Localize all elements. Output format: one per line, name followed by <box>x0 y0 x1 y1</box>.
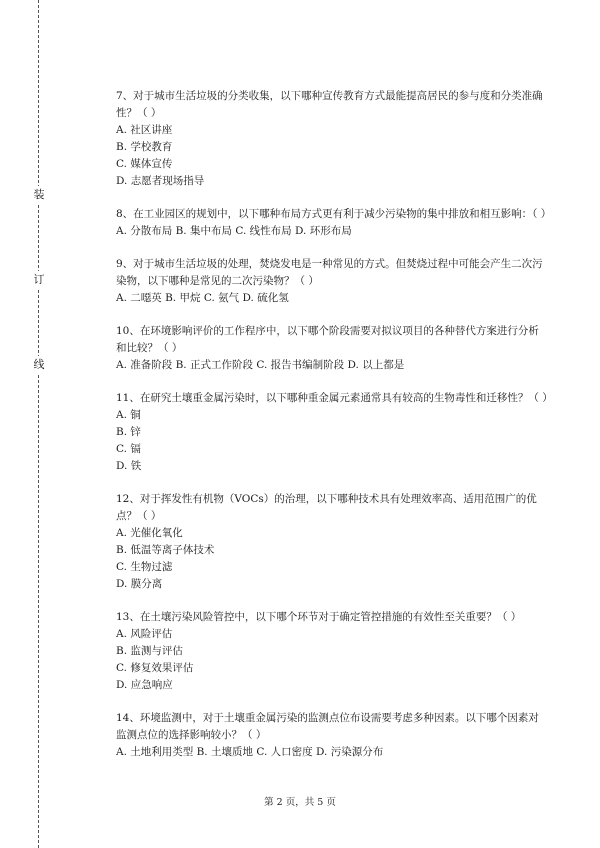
page-number-footer: 第 2 页，共 5 页 <box>264 797 336 808</box>
options-inline: A. 二噁英 B. 甲烷 C. 氨气 D. 硫化氢 <box>116 292 289 304</box>
binding-dashed-line <box>38 0 39 848</box>
questions-area <box>116 88 553 777</box>
option-b: B. 学校教育 <box>116 141 173 153</box>
options-inline: A. 分散布局 B. 集中布局 C. 线性布局 D. 环形布局 <box>116 225 352 237</box>
question-text: 10、在环境影响评价的工作程序中，以下哪个阶段需要对拟议项目的各种替代方案进行分析和比较？（ ） <box>116 325 539 354</box>
binding-char-ding: 订 <box>32 271 46 289</box>
question-text: 13、在土壤污染风险管控中，以下哪个环节对于确定管控措施的有效性至关重要？（ ） <box>116 611 522 623</box>
option-c: C. 媒体宣传 <box>116 158 173 170</box>
binding-char-xian: 线 <box>32 356 46 374</box>
question-7 <box>116 88 548 190</box>
options-inline: A. 土地利用类型 B. 土壤质地 C. 人口密度 D. 污染源分布 <box>116 746 384 758</box>
question-text: 8、在工业园区的规划中，以下哪种布局方式更有利于减少污染物的集中排放和相互影响：（ ） <box>116 208 552 220</box>
options-inline: A. 准备阶段 B. 正式工作阶段 C. 报告书编制阶段 D. 以上都是 <box>116 359 405 371</box>
option-b: B. 锌 <box>116 426 141 438</box>
option-a: A. 光催化氧化 <box>116 527 183 539</box>
option-a: A. 风险评估 <box>116 628 173 640</box>
binding-char-zhuang: 装 <box>32 186 46 204</box>
question-10 <box>116 323 548 374</box>
question-text: 11、在研究土壤重金属污染时，以下哪种重金属元素通常具有较高的生物毒性和迁移性？（ ） <box>116 392 553 404</box>
option-d: D. 铁 <box>116 460 142 472</box>
option-d: D. 膜分离 <box>116 578 163 590</box>
question-text: 7、对于城市生活垃圾的分类收集，以下哪种宣传教育方式最能提高居民的参与度和分类准确性？（ ） <box>116 90 543 119</box>
question-9 <box>116 256 548 307</box>
option-c: C. 生物过滤 <box>116 561 173 573</box>
option-a: A. 社区讲座 <box>116 124 173 136</box>
option-c: C. 修复效果评估 <box>116 662 194 674</box>
question-text: 14、环境监测中，对于土壤重金属污染的监测点位布设需要考虑多种因素。以下哪个因素对监测点位的选择影响较小？（ ） <box>116 712 539 741</box>
question-text: 12、对于挥发性有机物（VOCs）的治理，以下哪种技术具有处理效率高、适用范围广的优点？（ ） <box>116 493 537 522</box>
option-c: C. 镉 <box>116 443 141 455</box>
question-11 <box>116 390 553 475</box>
question-13 <box>116 609 548 694</box>
option-b: B. 监测与评估 <box>116 645 183 657</box>
question-text: 9、对于城市生活垃圾的处理，焚烧发电是一种常见的方式。但焚烧过程中可能会产生二次污染物，以下哪种是常见的二次污染物？（ ） <box>116 258 543 287</box>
option-d: D. 应急响应 <box>116 679 173 691</box>
option-d: D. 志愿者现场指导 <box>116 175 205 187</box>
option-a: A. 铜 <box>116 409 141 421</box>
question-14 <box>116 710 548 761</box>
question-8 <box>116 206 552 240</box>
question-12 <box>116 491 548 593</box>
option-b: B. 低温等离子体技术 <box>116 544 215 556</box>
